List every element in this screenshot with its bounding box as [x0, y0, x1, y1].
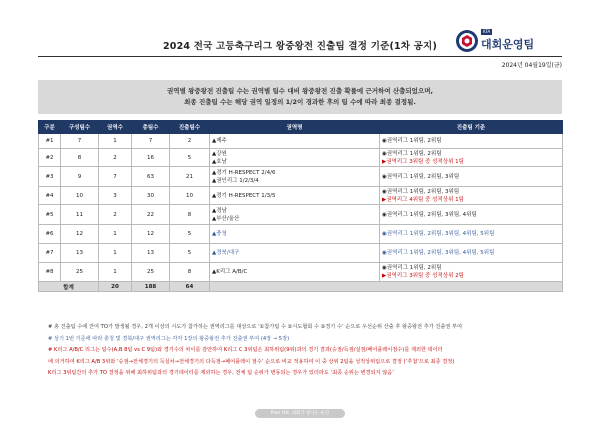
region-name: ▲호남 — [212, 158, 227, 165]
col-header: 권역명 — [210, 121, 380, 134]
kfa-emblem-icon — [455, 29, 479, 53]
total-regions-cell: 20 — [99, 282, 132, 292]
region-name: ▲경북/대구 — [212, 250, 240, 256]
region-name: ▲부산/울산 — [212, 215, 240, 222]
col-header: 구분 — [39, 121, 61, 134]
group-size-cell: 9 — [61, 167, 99, 187]
region-name: ▲강원 — [212, 150, 227, 157]
region-cell — [210, 225, 380, 244]
kfa-logo — [455, 28, 555, 54]
table-row — [39, 187, 563, 205]
logo-text: 대회운영팀 — [481, 38, 535, 51]
criteria-line: ◉권역리그 1위팀, 2위팀 — [382, 265, 442, 271]
notice-line-1: 권역별 왕중왕전 진출팀 수는 권역별 팀수 대비 왕중왕전 진출 확률에 근거하여 산출되었으며, — [167, 87, 433, 95]
region-cell — [210, 149, 380, 167]
logo-small-label: KFA — [483, 29, 491, 34]
region-count-cell: 2 — [99, 149, 132, 167]
table-total-row — [39, 282, 563, 292]
note-line: # 상기 1번 기준에 따라 충청 및 경북/대구 권역리그는 각각 1장의 왕중왕전 추가 진출권 부여 (4장 → 5장) — [48, 335, 290, 342]
criteria-cell — [380, 134, 563, 149]
qualifier-count-cell: 10 — [170, 187, 210, 205]
region-name: ▲권인리그 1/2/3/4 — [212, 177, 259, 184]
criteria-cell — [380, 225, 563, 244]
table-row — [39, 244, 563, 263]
total-teams-cell: 188 — [132, 282, 170, 292]
row-id-cell: #6 — [39, 225, 61, 244]
table-row — [39, 167, 563, 187]
col-header: 총팀수 — [132, 121, 170, 134]
col-header: 진출팀수 — [170, 121, 210, 134]
qualifier-count-cell: 5 — [170, 149, 210, 167]
qualifier-count-cell: 2 — [170, 134, 210, 149]
region-count-cell: 3 — [99, 187, 132, 205]
total-qual-cell: 64 — [170, 282, 210, 292]
region-count-cell: 1 — [99, 225, 132, 244]
qualifier-count-cell: 8 — [170, 263, 210, 282]
criteria-cell — [380, 244, 563, 263]
team-count-cell: 12 — [132, 225, 170, 244]
row-id-cell: #8 — [39, 263, 61, 282]
region-cell — [210, 244, 380, 263]
table-row — [39, 225, 563, 244]
table-header-row — [39, 121, 563, 134]
team-count-cell: 16 — [132, 149, 170, 167]
col-header: 구성팀수 — [61, 121, 99, 134]
team-count-cell: 13 — [132, 244, 170, 263]
region-name: ▲경기 H-RESPECT 1/3/5 — [212, 192, 276, 199]
row-id-cell: #7 — [39, 244, 61, 263]
notice-box — [38, 80, 562, 114]
row-id-cell: #5 — [39, 205, 61, 225]
criteria-line: ◉권역리그 1위팀, 2위팀, 3위팀, 4위팀, 5위팀 — [382, 250, 495, 256]
table-row — [39, 263, 563, 282]
region-count-cell: 1 — [99, 263, 132, 282]
qualifier-count-cell: 5 — [170, 244, 210, 263]
group-size-cell: 10 — [61, 187, 99, 205]
region-cell — [210, 187, 380, 205]
header-rule — [38, 56, 562, 57]
criteria-line: ▶권역리그 4위팀 중 성적상위 1팀 — [382, 196, 464, 203]
row-id-cell: #1 — [39, 134, 61, 149]
qualification-table — [38, 120, 563, 292]
region-count-cell: 1 — [99, 244, 132, 263]
group-size-cell: 7 — [61, 134, 99, 149]
criteria-cell — [380, 187, 563, 205]
criteria-cell — [380, 263, 563, 282]
region-name: ▲K리그 A/B/C — [212, 269, 248, 275]
table-row — [39, 205, 563, 225]
note-line: K리그 3위팀간의 추가 TO 결정을 위해 최하위팀과의 경기데이터를 제외하는 경우, 전체 팀 순위가 변동되는 경우가 있더라도 ‘최종 순위는 변경되지 않음’ — [48, 370, 394, 376]
qualifier-count-cell: 8 — [170, 205, 210, 225]
team-count-cell: 63 — [132, 167, 170, 187]
group-size-cell: 13 — [61, 244, 99, 263]
criteria-line: ◉권역리그 1위팀, 2위팀, 3위팀, 4위팀, 5위팀 — [382, 231, 495, 237]
region-name: ▲충청 — [212, 231, 227, 237]
criteria-line: ▶권역리그 3위팀 중 성적상위 2팀 — [382, 273, 464, 279]
region-cell — [210, 205, 380, 225]
note-line: 에 의거하여 K리그 A/B 3위와 ‘승점→전체경기의 득실차→전체경기의 다득점→페어플레이 점수’ 순으로 비교 적용하여 이 중 상위 2팀을 성적상위팀으로 결정 (‘추첨’으로 최종 결정) — [48, 358, 455, 365]
region-name: ▲제주 — [212, 138, 227, 144]
qualifier-count-cell: 21 — [170, 167, 210, 187]
col-header: 권역수 — [99, 121, 132, 134]
criteria-line: ◉권역리그 1위팀, 2위팀 — [382, 138, 442, 144]
notes-section — [48, 322, 558, 380]
region-cell — [210, 167, 380, 187]
criteria-cell — [380, 149, 563, 167]
team-count-cell: 22 — [132, 205, 170, 225]
region-count-cell: 1 — [99, 134, 132, 149]
total-label: 합계 — [39, 282, 99, 292]
document-date: 2024년 04월19일(금) — [501, 62, 562, 69]
criteria-line: ▶권역리그 3위팀 중 성적상위 1팀 — [382, 158, 464, 165]
table-row — [39, 134, 563, 149]
region-name: ▲경기 H-RESPECT 2/4/6 — [212, 169, 276, 176]
group-size-cell: 25 — [61, 263, 99, 282]
criteria-line: ◉권역리그 1위팀, 2위팀, 3위팀, 4위팀 — [382, 211, 477, 218]
region-count-cell: 7 — [99, 167, 132, 187]
total-empty-cell — [210, 282, 563, 292]
row-id-cell: #4 — [39, 187, 61, 205]
document-title: 2024 전국 고등축구리그 왕중왕전 진출팀 결정 기준(1차 공지) — [163, 41, 437, 52]
note-line: # 총 진출팀 수에 잔여 TO가 발생될 경우, 2개 이상의 시도가 참가하는 권역리그를 대상으로 ‘①참가팀 수 ②시도협회 수 ③경기 수’ 순으로 우선순위 산출 후 왕중왕전 추가 진출권 부여 — [48, 324, 463, 330]
team-count-cell: 25 — [132, 263, 170, 282]
table-row — [39, 149, 563, 167]
criteria-line: ◉권역리그 1위팀, 2위팀, 3위팀 — [382, 188, 460, 195]
criteria-cell — [380, 167, 563, 187]
notice-line-2: 최종 진출팀 수는 해당 권역 일정의 1/2이 경과한 후의 팀 수에 따라 최종 결정됨. — [184, 98, 416, 106]
footer-slogan: Plan ON, 대회가 빛나는 순간 — [255, 409, 345, 418]
note-line: # K리그 A/B/C 리그는 팀수(A,B 8팀 vs C 9팀)와 경기수의 차이를 감안하여 K리그 C 3위팀은 최하위팀(9위)과의 경기 결과(승점/득점/실점/페어플레이점수)를 제외한 데이터 — [48, 347, 443, 353]
row-id-cell: #3 — [39, 167, 61, 187]
group-size-cell: 12 — [61, 225, 99, 244]
team-count-cell: 30 — [132, 187, 170, 205]
row-id-cell: #2 — [39, 149, 61, 167]
group-size-cell: 11 — [61, 205, 99, 225]
criteria-line: ◉권역리그 1위팀, 2위팀 — [382, 150, 442, 157]
region-name: ▲경남 — [212, 207, 227, 214]
group-size-cell: 8 — [61, 149, 99, 167]
criteria-line: ◉권역리그 1위팀, 2위팀, 3위팀 — [382, 173, 460, 180]
team-count-cell: 7 — [132, 134, 170, 149]
col-header: 진출팀 기준 — [380, 121, 563, 134]
region-cell — [210, 263, 380, 282]
region-count-cell: 2 — [99, 205, 132, 225]
qualifier-count-cell: 5 — [170, 225, 210, 244]
region-cell — [210, 134, 380, 149]
criteria-cell — [380, 205, 563, 225]
